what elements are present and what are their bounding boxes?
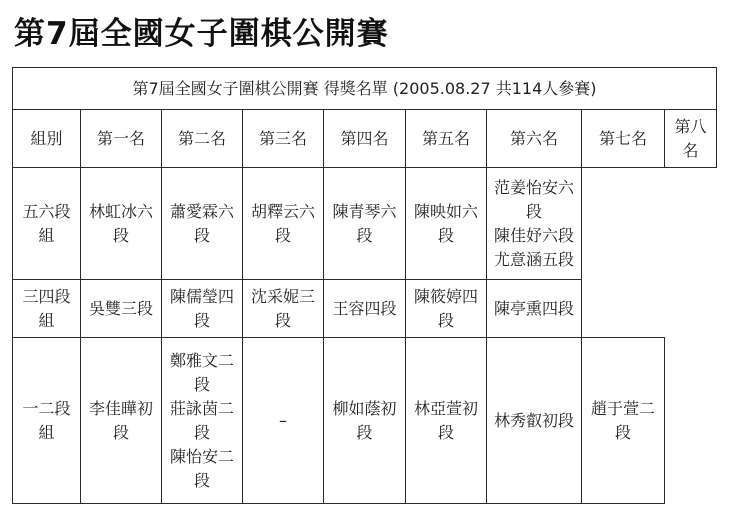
winner-name: 鄭雅文二段 — [169, 350, 234, 394]
winner-name: 莊詠茵二段 — [169, 398, 234, 442]
winner-name: 范姜怡安六段 — [493, 177, 574, 221]
winner-cell: 陳亭熏四段 — [487, 280, 582, 338]
winner-cell: 林秀叡初段 — [487, 338, 582, 504]
winner-cell: 林亞萱初段 — [406, 338, 487, 504]
winner-cell: 陳儒瑩四段 — [162, 280, 243, 338]
winner-cell-multi — [162, 338, 243, 504]
group-cell: 三四段組 — [13, 280, 81, 338]
winner-cell-multi — [487, 168, 582, 280]
header-place-2: 第二名 — [162, 110, 243, 168]
winner-name: 陳佳妤六段 — [493, 225, 574, 245]
winner-cell: 王容四段 — [324, 280, 406, 338]
header-group: 組別 — [13, 110, 81, 168]
group-cell: 五六段組 — [13, 168, 81, 280]
winner-cell: 林虹冰六段 — [81, 168, 162, 280]
empty-cell — [582, 280, 665, 338]
winner-cell: 沈采妮三段 — [243, 280, 324, 338]
empty-cell — [582, 168, 665, 280]
group-cell: 一二段組 — [13, 338, 81, 504]
header-place-5: 第五名 — [406, 110, 487, 168]
header-place-8: 第八名 — [665, 110, 717, 168]
table-row — [13, 168, 717, 280]
page-title: 第7屆全國女子圍棋公開賽 — [14, 16, 389, 52]
table-caption: 第7屆全國女子圍棋公開賽 得獎名單 (2005.08.27 共114人參賽) — [13, 68, 717, 110]
winner-cell: 吳雙三段 — [81, 280, 162, 338]
header-row — [13, 110, 717, 168]
table-row — [13, 338, 717, 504]
empty-cell — [665, 338, 717, 504]
header-place-3: 第三名 — [243, 110, 324, 168]
winner-cell: 陳青琴六段 — [324, 168, 406, 280]
empty-cell — [665, 280, 717, 338]
winner-cell: 陳筱婷四段 — [406, 280, 487, 338]
winner-cell: 蕭愛霖六段 — [162, 168, 243, 280]
header-place-4: 第四名 — [324, 110, 406, 168]
empty-cell — [665, 168, 717, 280]
winner-cell: 陳映如六段 — [406, 168, 487, 280]
table-row — [13, 280, 717, 338]
winner-cell: – — [243, 338, 324, 504]
header-place-7: 第七名 — [582, 110, 665, 168]
winner-cell: 趙于萱二段 — [582, 338, 665, 504]
header-place-6: 第六名 — [487, 110, 582, 168]
winner-name: 陳怡安二段 — [169, 446, 234, 490]
winner-cell: 李佳曄初段 — [81, 338, 162, 504]
header-place-1: 第一名 — [81, 110, 162, 168]
winner-cell: 胡釋云六段 — [243, 168, 324, 280]
winner-cell: 柳如蔭初段 — [324, 338, 406, 504]
awards-table — [12, 67, 717, 504]
winner-name: 尤意涵五段 — [493, 249, 574, 269]
